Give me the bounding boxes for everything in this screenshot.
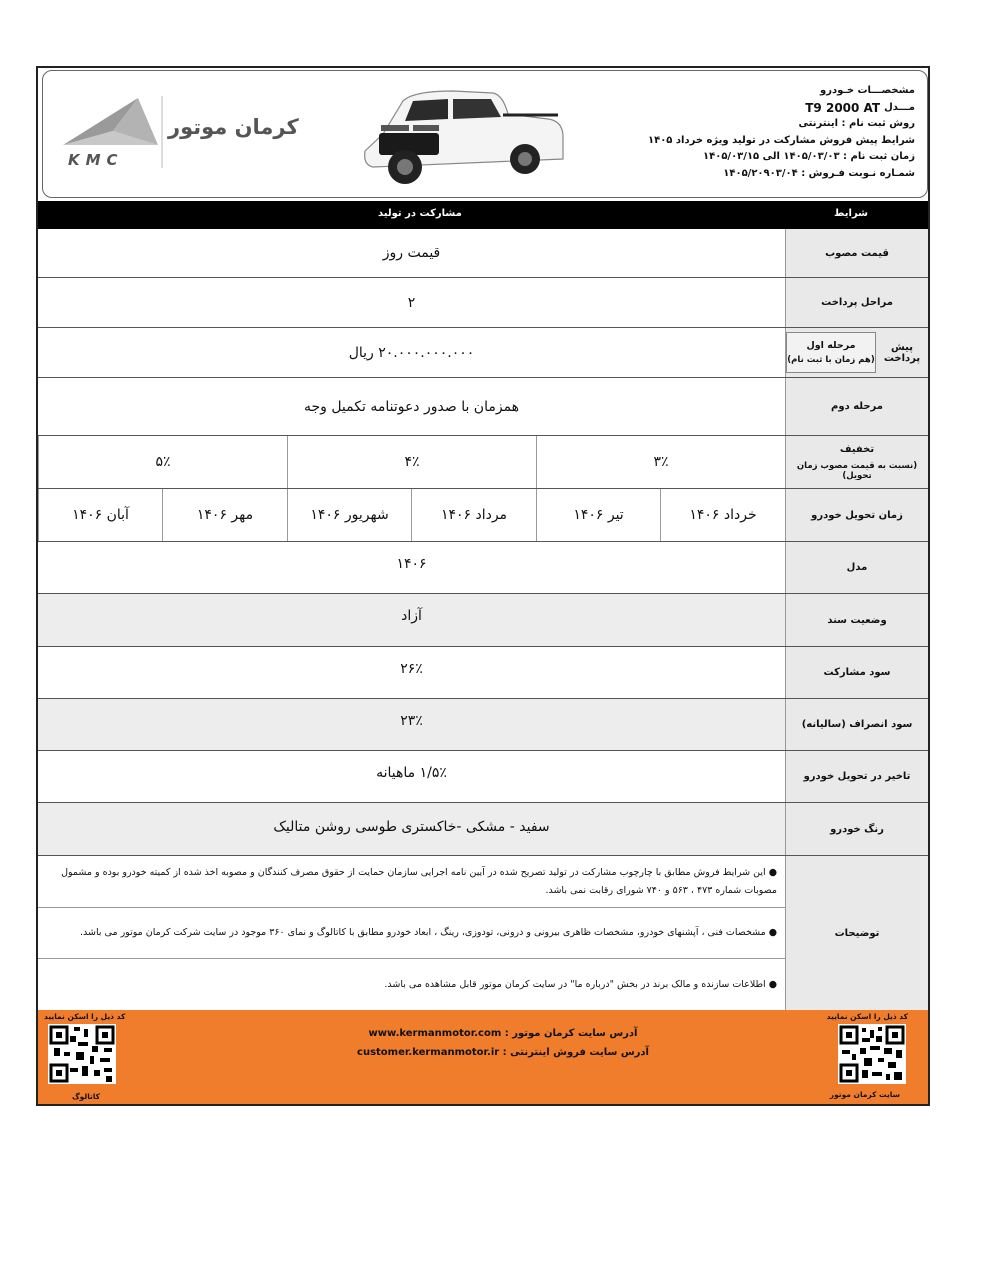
row-notes	[38, 856, 928, 1010]
discount-cell-1: ۳٪	[536, 436, 785, 488]
profit-value: ۲۶٪	[400, 661, 423, 677]
cancel-profit-label: سود انصراف (سالیانه)	[785, 699, 928, 750]
svg-text:KMC: KMC	[68, 151, 124, 169]
discount-cell-3: ۵٪	[38, 436, 287, 488]
brand-logo	[58, 93, 299, 173]
delivery-cell-4: شهریور ۱۴۰۶	[287, 489, 411, 541]
color-label: رنگ خودرو	[785, 803, 928, 855]
registration-period: زمان ثبت نام : ۱۴۰۵/۰۳/۰۳ الی ۱۴۰۵/۰۳/۱۵	[703, 151, 915, 162]
doc-status-label: وضعیت سند	[785, 594, 928, 646]
qr-code-icon	[838, 1024, 906, 1084]
delivery-cell-5: مهر ۱۴۰۶	[162, 489, 287, 541]
row-cancel-profit	[38, 699, 928, 751]
row-discount	[38, 436, 928, 489]
discount-note: (نسبت به قیمت مصوب زمان تحویل)	[796, 460, 918, 481]
second-step-value: همزمان با صدور دعوتنامه تکمیل وجه	[303, 398, 520, 415]
pickup-truck-icon	[343, 79, 573, 189]
registration-method: روش ثبت نام : اینترنتی	[798, 118, 915, 129]
header-card	[42, 70, 928, 198]
cancel-profit-value: ۲۳٪	[38, 699, 785, 750]
shop-address-link[interactable]: customer.kermanmotor.ir	[357, 1047, 500, 1058]
model-line	[648, 100, 915, 117]
spec-title: مشخصـــات خـودرو	[820, 85, 915, 96]
row-delivery	[38, 489, 928, 542]
color-value: سفید - مشکی -خاکستری طوسی روشن متالیک	[38, 803, 785, 855]
delivery-label: زمان تحویل خودرو	[785, 489, 928, 541]
first-step-label: مرحله اول	[806, 340, 856, 351]
row-prepayment	[38, 328, 928, 378]
discount-cell-2: ۴٪	[287, 436, 536, 488]
header-conditions: شرایط	[834, 208, 868, 219]
payment-steps-label: مراحل پرداخت	[785, 278, 928, 327]
row-model	[38, 542, 928, 594]
sale-terms: شرایط پیش فروش مشارکت در تولید ویژه خرداد ۱۴۰۵	[648, 134, 915, 146]
row-delay	[38, 751, 928, 803]
qr-code-icon	[48, 1024, 116, 1084]
table-header	[38, 201, 928, 229]
footer-bar	[38, 1010, 928, 1104]
delivery-cell-3: مرداد ۱۴۰۶	[411, 489, 536, 541]
model-label: مـــدل	[884, 101, 915, 113]
notes-label: توضیحات	[785, 856, 928, 1010]
first-step-note: (هم زمان با ثبت نام)	[787, 355, 875, 365]
model-year-label: مدل	[785, 542, 928, 593]
delivery-cell-6: آبان ۱۴۰۶	[38, 489, 162, 541]
delay-value: ۱/۵٪ ماهیانه	[376, 765, 447, 781]
row-profit	[38, 647, 928, 699]
header-participation: مشارکت در تولید	[378, 208, 462, 219]
prepayment-value: ۲۰.۰۰۰.۰۰۰.۰۰۰ ریال	[348, 344, 475, 361]
prepayment-label-group	[785, 328, 928, 377]
discount-label-group	[785, 436, 928, 488]
sale-turn-number: شمـاره نـوبت فـروش : ۱۴۰۵/۲۰۹۰۳/۰۴	[723, 167, 915, 179]
row-second-step	[38, 378, 928, 436]
profit-label: سود مشارکت	[785, 647, 928, 698]
brand-name-fa: کرمان موتور	[168, 115, 299, 139]
scan-caption-right: کد ذیل را اسکن نمایید	[826, 1012, 908, 1021]
approved-price-label: قیمت مصوب	[785, 229, 928, 277]
shop-address-label: آدرس سایت فروش اینترنتی :	[502, 1047, 649, 1058]
doc-status-value: آزاد	[38, 594, 785, 646]
qr-caption-right: سایت کرمان موتور	[829, 1090, 900, 1099]
row-payment-steps	[38, 278, 928, 328]
model-value: T9 2000 AT	[805, 100, 881, 115]
model-year-value: ۱۴۰۶	[396, 556, 427, 572]
payment-steps-value: ۲	[407, 294, 416, 311]
spec-block	[648, 83, 915, 182]
discount-label: تخفیف	[839, 443, 875, 455]
note-item: ● مشخصات فنی ، آپشنهای خودرو، مشخصات ظاهری بیرونی و درونی، تودوزی، رینگ ، ابعاد خودرو مطابق با کاتالوگ و نمای ۳۶۰ موجود در سایت شرکت کرمان موتور می باشد.	[38, 908, 785, 959]
qr-caption-left: کاتالوگ	[72, 1092, 101, 1101]
vehicle-image	[343, 79, 573, 189]
delivery-cell-2: تیر ۱۴۰۶	[536, 489, 660, 541]
delay-label: تاخیر در تحویل خودرو	[785, 751, 928, 802]
row-doc-status	[38, 594, 928, 647]
qr-code-site[interactable]	[838, 1024, 906, 1084]
note-item: ● این شرایط فروش مطابق با چارچوب مشارکت در تولید تصریح شده در آیین نامه اجرایی سازمان حمایت از حقوق مصرف کنندگان و مصوبه اخذ شده از کمیته خودرو بوده و مشمول مصوبات شماره ۴۷۳ ، ۵۶۳ و ۷۴۰ شورای رقابت نمی باشد.	[38, 856, 785, 908]
shop-address-line	[338, 1047, 668, 1058]
approved-price-value: قیمت روز	[382, 245, 441, 261]
first-step-cell	[786, 332, 876, 373]
delivery-cell-1: خرداد ۱۴۰۶	[660, 489, 785, 541]
note-item: ● اطلاعات سازنده و مالک برند در بخش "درباره ما" در سایت کرمان موتور قابل مشاهده می باشد.	[384, 978, 777, 990]
site-address-label: آدرس سایت کرمان موتور :	[504, 1028, 638, 1039]
scan-caption-left: کد ذیل را اسکن نمایید	[44, 1012, 126, 1021]
qr-code-catalog[interactable]	[48, 1024, 116, 1084]
site-address-link[interactable]: www.kermanmotor.com	[368, 1028, 502, 1039]
row-color	[38, 803, 928, 856]
row-approved-price	[38, 229, 928, 278]
site-address-line	[338, 1028, 668, 1039]
prepayment-label: پیش پرداخت	[883, 341, 921, 364]
second-step-label: مرحله دوم	[785, 378, 928, 435]
